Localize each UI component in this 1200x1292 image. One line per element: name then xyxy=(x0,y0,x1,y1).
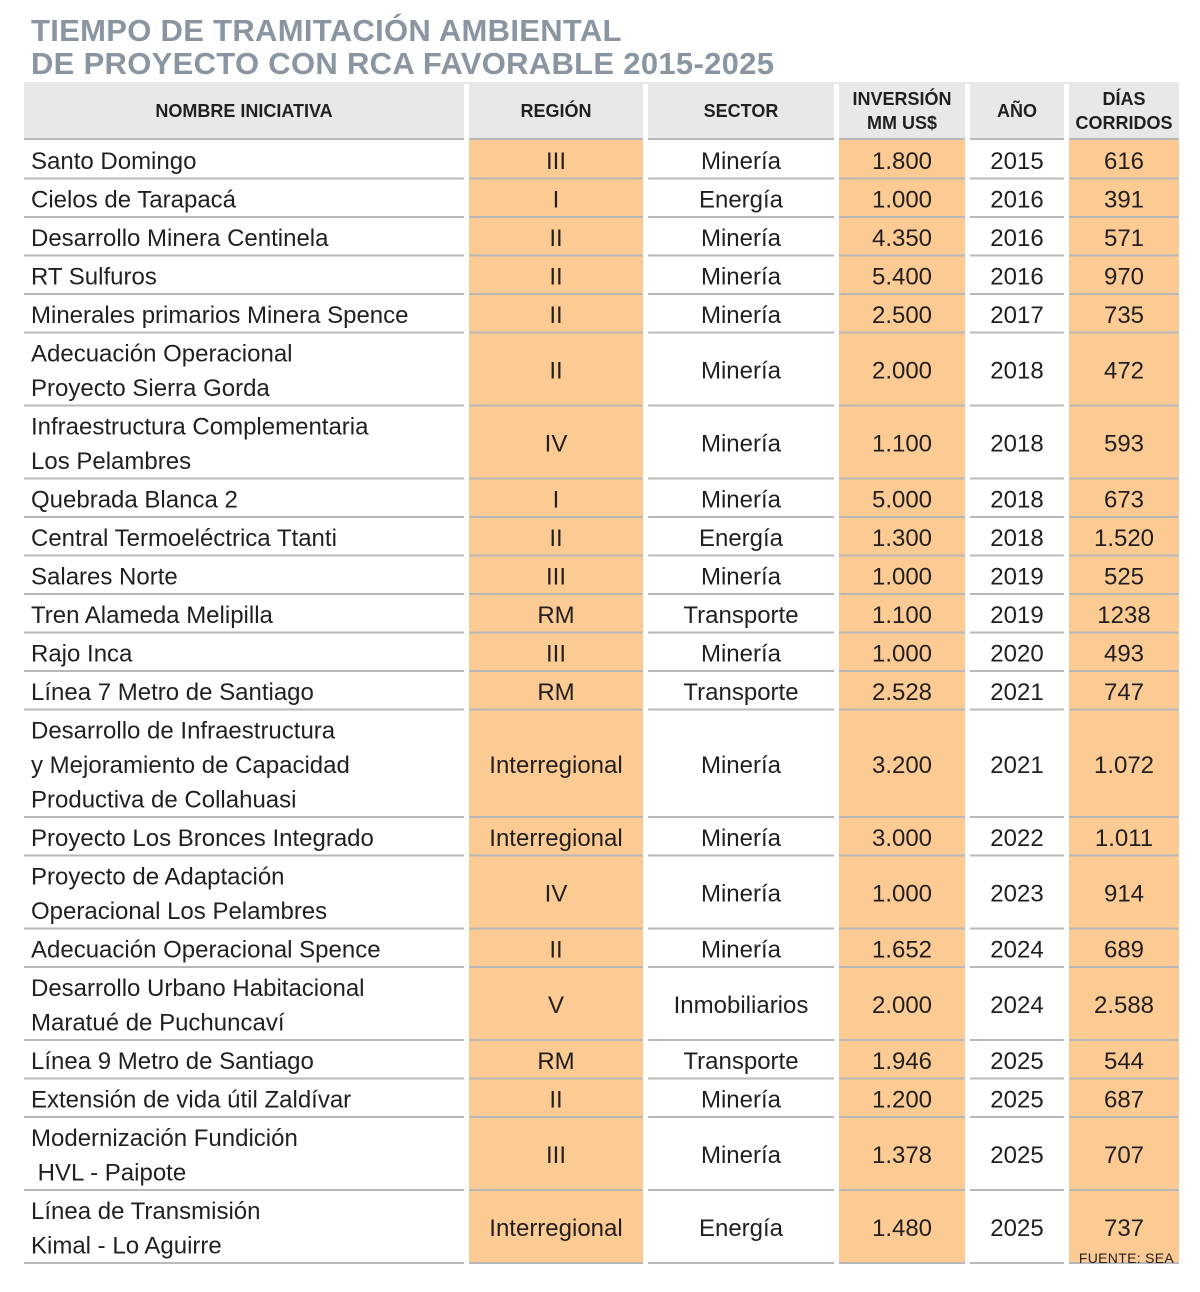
cell-anio: 2025 xyxy=(990,1215,1044,1243)
cell-nombre: Desarrollo Urbano Habitacional xyxy=(31,974,365,1002)
cell-nombre: Extensión de vida útil Zaldívar xyxy=(31,1086,352,1114)
cell-sector: Minería xyxy=(700,147,782,175)
cell-region: Interregional xyxy=(489,1215,623,1243)
cell-sector: Energía xyxy=(698,1215,784,1243)
cell-nombre: Tren Alameda Melipilla xyxy=(31,601,273,629)
cell-inversion: 1.000 xyxy=(871,186,933,214)
cell-nombre: Adecuación Operacional Spence xyxy=(31,936,381,964)
cell-dias: 391 xyxy=(1103,186,1145,214)
cell-region: RM xyxy=(537,678,575,706)
cell-dias: 525 xyxy=(1103,563,1145,591)
cell-region: I xyxy=(552,486,560,514)
cell-region: II xyxy=(549,224,563,252)
cell-inversion: 1.800 xyxy=(871,147,933,175)
cell-sector: Transporte xyxy=(683,601,799,629)
cell-region: II xyxy=(549,263,563,291)
table-row xyxy=(24,825,1179,856)
cell-anio: 2018 xyxy=(990,430,1044,458)
cell-region: RM xyxy=(537,601,575,629)
cell-inversion: 1.100 xyxy=(871,430,933,458)
cell-anio: 2016 xyxy=(990,186,1044,214)
cell-dias: 593 xyxy=(1103,430,1145,458)
cell-anio: 2016 xyxy=(990,224,1044,252)
cell-nombre: Central Termoeléctrica Ttanti xyxy=(31,524,337,552)
cell-sector: Transporte xyxy=(683,678,799,706)
cell-nombre: HVL - Paipote xyxy=(31,1159,187,1187)
chart-title-line-1: TIEMPO DE TRAMITACIÓN AMBIENTAL xyxy=(31,13,622,48)
header-label-region: REGIÓN xyxy=(520,101,592,121)
cell-sector: Energía xyxy=(698,524,784,552)
cell-dias: 493 xyxy=(1103,640,1145,668)
cell-region: RM xyxy=(537,1047,575,1075)
cell-nombre: Santo Domingo xyxy=(31,147,197,175)
cell-dias: 687 xyxy=(1103,1086,1145,1114)
cell-region: II xyxy=(549,936,563,964)
chart-title-line-2: DE PROYECTO CON RCA FAVORABLE 2015-2025 xyxy=(31,46,775,81)
cell-sector: Minería xyxy=(700,224,782,252)
cell-anio: 2023 xyxy=(990,880,1044,908)
cell-inversion: 1.480 xyxy=(871,1215,933,1243)
cell-nombre: Minerales primarios Minera Spence xyxy=(31,301,409,329)
cell-inversion: 2.500 xyxy=(871,301,933,329)
cell-sector: Minería xyxy=(700,263,782,291)
cell-dias: 1.520 xyxy=(1093,524,1155,552)
cell-sector: Minería xyxy=(700,563,782,591)
cell-sector: Minería xyxy=(700,936,782,964)
cell-sector: Energía xyxy=(698,186,784,214)
cell-dias: 735 xyxy=(1103,301,1145,329)
cell-nombre: Desarrollo Minera Centinela xyxy=(31,224,329,252)
cell-anio: 2020 xyxy=(990,640,1044,668)
source-note: FUENTE: SEA xyxy=(1078,1250,1174,1266)
cell-dias: 1.072 xyxy=(1093,751,1155,779)
header-label-inversion: MM US$ xyxy=(866,113,938,133)
cell-anio: 2016 xyxy=(990,263,1044,291)
cell-sector: Minería xyxy=(700,1142,782,1170)
cell-inversion: 2.528 xyxy=(871,678,933,706)
cell-inversion: 1.300 xyxy=(871,524,933,552)
cell-anio: 2025 xyxy=(990,1142,1044,1170)
cell-sector: Minería xyxy=(700,430,782,458)
cell-nombre: Operacional Los Pelambres xyxy=(31,897,328,925)
cell-anio: 2015 xyxy=(990,147,1044,175)
cell-region: II xyxy=(549,524,563,552)
header-label-dias: CORRIDOS xyxy=(1075,113,1173,133)
cell-nombre: Cielos de Tarapacá xyxy=(31,186,237,214)
cell-dias: 970 xyxy=(1103,263,1145,291)
cell-sector: Minería xyxy=(700,880,782,908)
cell-inversion: 2.000 xyxy=(871,992,933,1020)
cell-inversion: 3.000 xyxy=(871,824,933,852)
cell-sector: Minería xyxy=(700,301,782,329)
cell-inversion: 3.200 xyxy=(871,751,933,779)
cell-sector: Minería xyxy=(700,824,782,852)
cell-inversion: 1.100 xyxy=(871,601,933,629)
cell-nombre: Proyecto Los Bronces Integrado xyxy=(31,824,374,852)
cell-dias: 673 xyxy=(1103,486,1145,514)
cell-anio: 2025 xyxy=(990,1086,1044,1114)
cell-nombre: RT Sulfuros xyxy=(31,263,157,291)
cell-nombre: Proyecto de Adaptación xyxy=(31,863,285,891)
cell-nombre: Línea de Transmisión xyxy=(31,1197,261,1225)
cell-anio: 2024 xyxy=(990,992,1044,1020)
cell-nombre: Los Pelambres xyxy=(31,447,192,475)
cell-sector: Minería xyxy=(700,751,782,779)
header-label-inversion: INVERSIÓN xyxy=(852,89,952,109)
cell-dias: 2.588 xyxy=(1093,992,1155,1020)
header-label-dias: DÍAS xyxy=(1102,89,1146,109)
cell-region: II xyxy=(549,301,563,329)
cell-region: III xyxy=(545,147,567,175)
cell-region: V xyxy=(547,992,565,1020)
cell-inversion: 2.000 xyxy=(871,357,933,385)
cell-nombre: Línea 9 Metro de Santiago xyxy=(31,1047,314,1075)
cell-inversion: 1.000 xyxy=(871,880,933,908)
header-label-nombre: NOMBRE INICIATIVA xyxy=(155,101,333,121)
header-label-anio: AÑO xyxy=(997,101,1037,121)
cell-nombre: Rajo Inca xyxy=(31,640,133,668)
cell-region: Interregional xyxy=(489,751,623,779)
cell-dias: 1238 xyxy=(1097,601,1151,629)
cell-nombre: Infraestructura Complementaria xyxy=(31,413,369,441)
cell-region: II xyxy=(549,357,563,385)
cell-anio: 2021 xyxy=(990,678,1044,706)
cell-inversion: 1.000 xyxy=(871,563,933,591)
cell-dias: 737 xyxy=(1103,1215,1145,1243)
cell-anio: 2022 xyxy=(990,824,1044,852)
cell-dias: 472 xyxy=(1103,357,1145,385)
cell-nombre: Productiva de Collahuasi xyxy=(31,786,297,814)
cell-sector: Minería xyxy=(700,486,782,514)
cell-region: Interregional xyxy=(489,824,623,852)
cell-sector: Minería xyxy=(700,640,782,668)
cell-sector: Inmobiliarios xyxy=(673,992,809,1020)
header-label-sector: SECTOR xyxy=(703,101,779,121)
cell-anio: 2025 xyxy=(990,1047,1044,1075)
cell-anio: 2017 xyxy=(990,301,1044,329)
cell-dias: 689 xyxy=(1103,936,1145,964)
cell-region: I xyxy=(552,186,560,214)
cell-region: IV xyxy=(544,880,568,908)
cell-inversion: 1.378 xyxy=(871,1142,933,1170)
cell-anio: 2018 xyxy=(990,357,1044,385)
cell-nombre: y Mejoramiento de Capacidad xyxy=(31,751,350,779)
cell-region: II xyxy=(549,1086,563,1114)
cell-anio: 2019 xyxy=(990,563,1044,591)
cell-dias: 571 xyxy=(1103,224,1145,252)
cell-inversion: 1.946 xyxy=(871,1047,933,1075)
cell-nombre: Desarrollo de Infraestructura xyxy=(31,717,336,745)
cell-anio: 2019 xyxy=(990,601,1044,629)
cell-inversion: 1.652 xyxy=(871,936,933,964)
cell-region: III xyxy=(545,640,567,668)
cell-inversion: 5.000 xyxy=(871,486,933,514)
cell-dias: 616 xyxy=(1103,147,1145,175)
cell-dias: 1.011 xyxy=(1094,824,1154,852)
cell-inversion: 1.200 xyxy=(871,1086,933,1114)
cell-anio: 2021 xyxy=(990,751,1044,779)
cell-nombre: Modernización Fundición xyxy=(31,1124,298,1152)
cell-nombre: Proyecto Sierra Gorda xyxy=(31,374,270,402)
cell-dias: 707 xyxy=(1103,1142,1145,1170)
cell-anio: 2018 xyxy=(990,486,1044,514)
cell-nombre: Línea 7 Metro de Santiago xyxy=(31,678,314,706)
cell-nombre: Maratué de Puchuncaví xyxy=(31,1009,285,1037)
cell-inversion: 5.400 xyxy=(871,263,933,291)
cell-nombre: Salares Norte xyxy=(31,563,178,591)
cell-sector: Minería xyxy=(700,357,782,385)
cell-dias: 914 xyxy=(1103,880,1145,908)
cell-region: III xyxy=(545,563,567,591)
cell-anio: 2018 xyxy=(990,524,1044,552)
cell-dias: 544 xyxy=(1103,1047,1145,1075)
cell-sector: Transporte xyxy=(683,1047,799,1075)
cell-nombre: Quebrada Blanca 2 xyxy=(31,486,238,514)
cell-anio: 2024 xyxy=(990,936,1044,964)
cell-nombre: Adecuación Operacional xyxy=(31,340,293,368)
cell-sector: Minería xyxy=(700,1086,782,1114)
cell-nombre: Kimal - Lo Aguirre xyxy=(31,1232,222,1260)
cell-inversion: 4.350 xyxy=(871,224,933,252)
cell-inversion: 1.000 xyxy=(871,640,933,668)
cell-region: IV xyxy=(544,430,568,458)
cell-region: III xyxy=(545,1142,567,1170)
cell-dias: 747 xyxy=(1103,678,1145,706)
